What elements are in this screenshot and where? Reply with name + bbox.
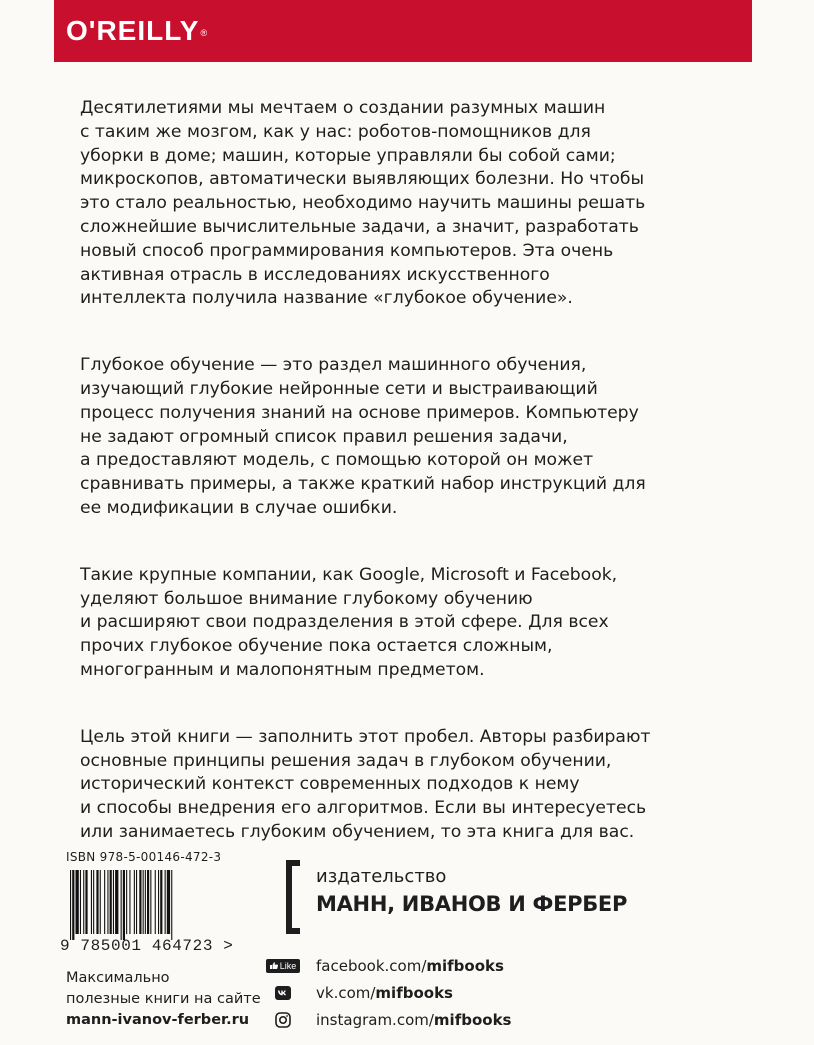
text-line: уделяют большое внимание глубокому обучению bbox=[80, 588, 533, 609]
barcode-bar bbox=[136, 870, 137, 934]
text-line: микроскопов, автоматически выявляющих болезни. Но чтобы bbox=[80, 169, 645, 190]
social-handle: mifbooks bbox=[375, 983, 453, 1002]
site-url[interactable]: mann-ivanov-ferber.ru bbox=[66, 1012, 250, 1028]
barcode-bar bbox=[85, 870, 87, 934]
text-line: прочих глубокое обучение пока остается сложным, bbox=[80, 636, 553, 657]
text-line: интеллекта получила название «глубокое обучение». bbox=[80, 288, 573, 309]
text-line: ее модификации в случае ошибки. bbox=[80, 497, 398, 518]
site-note-line: Максимально bbox=[66, 970, 170, 986]
text-line: это стало реальностью, необходимо научить машины решать bbox=[80, 193, 646, 214]
site-note-line: полезные книги на сайте bbox=[66, 991, 261, 1007]
barcode-bar bbox=[121, 870, 122, 940]
barcode bbox=[60, 870, 220, 940]
back-cover-text bbox=[80, 97, 660, 888]
text-line: сравнивать примеры, а также краткий набор инструкций для bbox=[80, 474, 646, 495]
barcode-bar bbox=[76, 870, 79, 934]
barcode-bar bbox=[134, 870, 135, 934]
text-line: новый способ программирования компьютеров. Эта очень bbox=[80, 240, 614, 261]
barcode-bar bbox=[167, 870, 170, 934]
publisher-name: МАНН, ИВАНОВ И ФЕРБЕР bbox=[316, 892, 628, 916]
text-line: Такие крупные компании, как Google, Microsoft и Facebook, bbox=[80, 564, 618, 585]
text-line: процесс получения знаний на основе примеров. Компьютеру bbox=[80, 402, 639, 423]
text-line: активная отрасль в исследованиях искусственного bbox=[80, 264, 550, 285]
social-prefix: instagram.com/ bbox=[316, 1010, 434, 1029]
barcode-bar bbox=[145, 870, 146, 934]
barcode-bar bbox=[150, 870, 151, 934]
text-line: Цель этой книги — заполнить этот пробел. Авторы разбирают bbox=[80, 726, 651, 747]
barcode-bar bbox=[91, 870, 92, 934]
barcode-bar bbox=[110, 870, 112, 934]
social-vk[interactable] bbox=[262, 979, 511, 1006]
bracket-icon bbox=[286, 860, 300, 934]
social-instagram[interactable] bbox=[262, 1006, 511, 1033]
barcode-bar bbox=[100, 870, 101, 934]
text-line: и способы внедрения его алгоритмов. Если вы интересуетесь bbox=[80, 798, 647, 819]
text-line: и расширяют свои подразделения в этой сфере. Для всех bbox=[80, 612, 609, 633]
barcode-bar bbox=[123, 870, 125, 940]
publisher-label: издательство bbox=[316, 866, 447, 887]
text-line: или занимаетесь глубоким обучением, то эта книга для вас. bbox=[80, 821, 635, 842]
like-icon: Like bbox=[262, 959, 304, 973]
text-line: основные принципы решения задач в глубоком обучении, bbox=[80, 750, 612, 771]
barcode-bar bbox=[171, 870, 172, 940]
text-line: Десятилетиями мы мечтаем о создании разумных машин bbox=[80, 98, 606, 118]
barcode-bar bbox=[70, 870, 71, 940]
isbn-label: ISBN 978-5-00146-472-3 bbox=[66, 850, 222, 864]
text-line: а предоставляют модель, с помощью которой он может bbox=[80, 450, 594, 471]
social-prefix: vk.com/ bbox=[316, 983, 376, 1002]
social-handle: mifbooks bbox=[426, 956, 504, 975]
barcode-bar bbox=[80, 870, 81, 934]
barcode-bar bbox=[113, 870, 114, 934]
text-line: не задают огромный список правил решения задачи, bbox=[80, 426, 568, 447]
text-line: многогранным и малопонятным предметом. bbox=[80, 659, 485, 680]
paragraph-1 bbox=[80, 97, 660, 311]
site-note bbox=[66, 968, 261, 1031]
paragraph-4 bbox=[80, 726, 660, 845]
paragraph-2 bbox=[80, 354, 660, 521]
barcode-bar bbox=[158, 870, 159, 934]
barcode-bar bbox=[93, 870, 94, 934]
barcode-digits: 9 785001 464723 > bbox=[60, 937, 234, 955]
barcode-bar bbox=[115, 870, 118, 934]
text-line: сложнейшие вычислительные задачи, а значит, разработать bbox=[80, 216, 639, 237]
paragraph-3 bbox=[80, 564, 660, 683]
social-links bbox=[262, 952, 511, 1033]
barcode-bar bbox=[155, 870, 156, 934]
vk-icon bbox=[262, 986, 304, 1000]
barcode-bar bbox=[72, 870, 74, 940]
barcode-bar bbox=[147, 870, 149, 934]
text-line: Глубокое обучение — это раздел машинного обучения, bbox=[80, 355, 587, 376]
barcode-bar bbox=[107, 870, 108, 934]
social-handle: mifbooks bbox=[433, 1010, 512, 1029]
barcode-bar bbox=[143, 870, 144, 934]
text-line: исторический контекст современных подходов к нему bbox=[80, 774, 580, 795]
text-line: с таким же мозгом, как у нас: роботов-помощников для bbox=[80, 121, 591, 142]
social-facebook[interactable] bbox=[262, 952, 511, 979]
instagram-icon bbox=[262, 1012, 304, 1028]
text-line: изучающий глубокие нейронные сети и выстраивающий bbox=[80, 378, 598, 399]
isbn-block bbox=[60, 850, 260, 955]
barcode-bar bbox=[83, 870, 84, 934]
barcode-bar bbox=[160, 870, 162, 934]
barcode-bar bbox=[126, 870, 127, 934]
barcode-bar bbox=[139, 870, 141, 934]
text-line: уборки в доме; машин, которые управляли бы собой сами; bbox=[80, 145, 616, 166]
barcode-bar bbox=[165, 870, 166, 934]
social-prefix: facebook.com/ bbox=[316, 956, 427, 975]
oreilly-logo: O'REILLY® bbox=[66, 15, 209, 46]
barcode-bar bbox=[96, 870, 98, 934]
barcode-bar bbox=[104, 870, 105, 934]
barcode-bar bbox=[129, 870, 130, 934]
